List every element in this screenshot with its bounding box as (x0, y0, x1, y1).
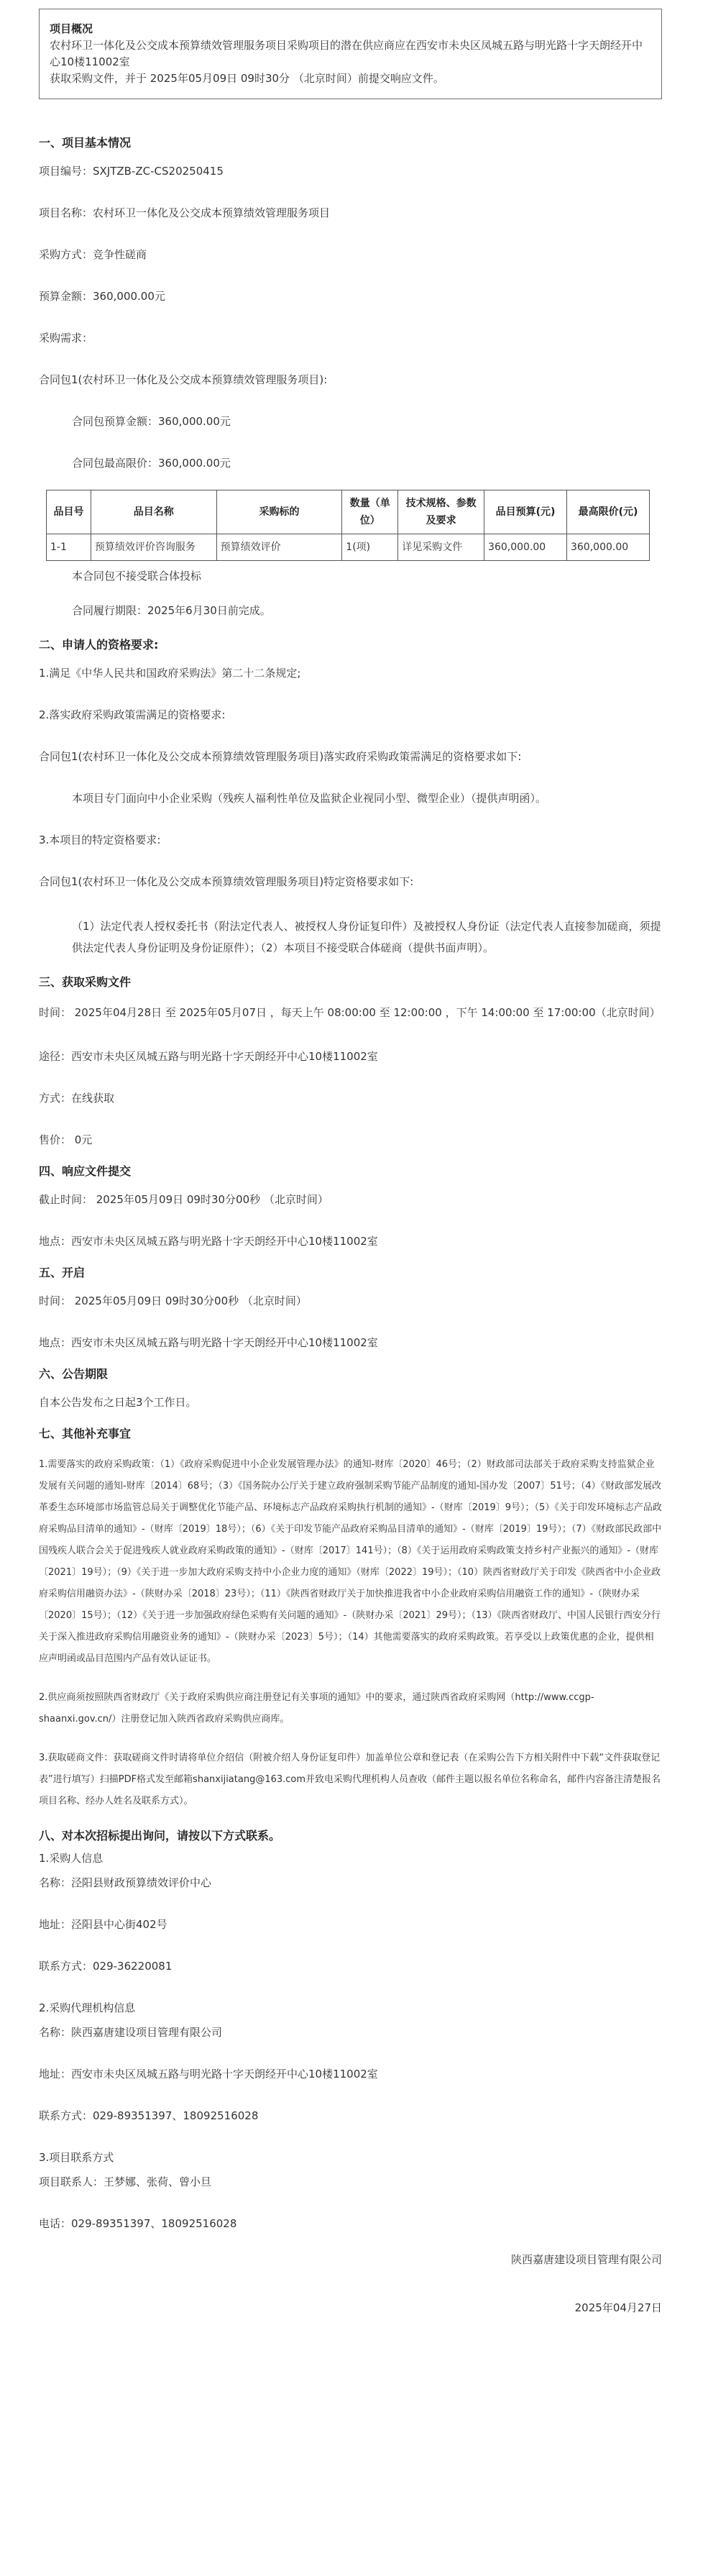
qualification-req-3-list: （1）法定代表人授权委托书（附法定代表人、被授权人身份证复印件）及被授权人身份证（法定代表人直接参加磋商，须提供法定代表人身份证明及身份证原件）；（2）本项目不接受联合体磋商（提供书面声明）。 (72, 920, 661, 954)
section-notice-period-title: 六、公告期限 (39, 1367, 109, 1381)
obtain-place: 途径：西安市未央区凤城五路与明光路十字天朗经开中心10楼11002室 (39, 1050, 378, 1063)
contract-period: 合同履行期限：2025年6月30日前完成。 (72, 604, 271, 617)
overview-title: 项目概况 (50, 22, 93, 35)
project-contact-phone: 电话：029-89351397、18092516028 (39, 2217, 237, 2230)
section-obtain-title: 三、获取采购文件 (39, 975, 132, 989)
qualification-req-1: 1.满足《中华人民共和国政府采购法》第二十二条规定; (39, 667, 301, 680)
header-subject: 采购标的 (216, 490, 342, 534)
obtain-price: 售价： 0元 (39, 1133, 93, 1146)
table-header-row (47, 490, 650, 534)
notice-period-text: 自本公告发布之日起3个工作日。 (39, 1396, 197, 1409)
section-qualification-title: 二、申请人的资格要求: (39, 638, 159, 652)
items-table (46, 490, 650, 561)
qualification-sme: 本项目专门面向中小企业采购（残疾人福利性单位及监狱企业视同小型、微型企业）（提供声明函）。 (72, 792, 547, 805)
header-spec: 技术规格、参数及要求 (398, 490, 484, 534)
signature-company: 陕西嘉唐建设项目管理有限公司 (510, 2253, 662, 2266)
submit-deadline: 截止时间： 2025年05月09日 09时30分00秒 （北京时间） (39, 1193, 328, 1206)
buyer-phone: 联系方式：029-36220081 (39, 1960, 173, 1973)
cell-max-price: 360,000.00 (566, 534, 649, 561)
opening-time: 时间： 2025年05月09日 09时30分00秒 （北京时间） (39, 1294, 307, 1307)
project-contact-label: 3.项目联系方式 (39, 2151, 114, 2164)
header-item-budget: 品目预算(元) (484, 490, 567, 534)
header-item-no: 品目号 (47, 490, 91, 534)
package-budget: 合同包预算金额：360,000.00元 (72, 415, 231, 428)
procurement-demand: 采购需求： (39, 332, 93, 344)
qualification-req-2: 2.落实政府采购政策需满足的资格要求: (39, 708, 226, 721)
overview-line-1: 农村环卫一体化及公交成本预算绩效管理服务项目采购项目的潜在供应商应在西安市未央区凤城五路与明光路十字天朗经开中心10楼11002室 (50, 39, 643, 68)
package-max-price: 合同包最高限价：360,000.00元 (72, 457, 231, 470)
contract-package: 合同包1(农村环卫一体化及公交成本预算绩效管理服务项目): (39, 373, 328, 386)
buyer-label: 1.采购人信息 (39, 1852, 104, 1865)
project-name: 项目名称：农村环卫一体化及公交成本预算绩效管理服务项目 (39, 206, 331, 219)
signature-date: 2025年04月27日 (574, 2301, 662, 2314)
other-obtain-docs: 3.获取磋商文件：获取磋商文件时请将单位介绍信（附被介绍人身份证复印件）加盖单位公章和登记表（在采购公告下方相关附件中下载“文件获取登记表”进行填写）扫描PDF格式发至邮箱shanxijiatang@163.com并致电采购代理机构人员查收（邮件主题以报名单位名称命名，邮件内容备注清楚报名项目名称、经办人姓名及联系方式）。 (39, 1753, 661, 1807)
cell-item-name: 预算绩效评价咨询服务 (91, 534, 216, 561)
section-basic-title: 一、项目基本情况 (39, 136, 132, 150)
cell-item-no: 1-1 (47, 534, 91, 561)
table-row (47, 534, 650, 561)
other-registration: 2.供应商须按照陕西省财政厅《关于政府采购供应商注册登记有关事项的通知》中的要求，通过陕西省政府采购网（http://www.ccgp-shaanxi.gov.cn/）注册登记加入陕西省政府采购供应商库。 (39, 1692, 594, 1725)
no-consortium-note: 本合同包不接受联合体投标 (72, 570, 202, 583)
agent-address: 地址：西安市未央区凤城五路与明光路十字天朗经开中心10楼11002室 (39, 2068, 378, 2081)
agent-phone: 联系方式：029-89351397、18092516028 (39, 2109, 259, 2122)
section-contact-title: 八、对本次招标提出询问，请按以下方式联系。 (39, 1829, 281, 1842)
cell-subject: 预算绩效评价 (216, 534, 342, 561)
header-max-price: 最高限价(元) (566, 490, 649, 534)
qualification-req-2-detail: 合同包1(农村环卫一体化及公交成本预算绩效管理服务项目)落实政府采购政策需满足的资格要求如下: (39, 750, 522, 763)
header-quantity: 数量（单位） (342, 490, 398, 534)
project-overview-box (39, 9, 662, 99)
other-policies: 1.需要落实的政府采购政策：（1）《政府采购促进中小企业发展管理办法》的通知-财库〔2020〕46号；（2）财政部司法部关于政府采购支持监狱企业发展有关问题的通知-财库〔2014〕68号；（3）《国务院办公厅关于建立政府强制采购节能产品制度的通知-国办发〔2007〕51号；（4）《财政部发展改革委生态环境部市场监管总局关于调整优化节能产品、环境标志产品政府采购执行机制的通知》-（财库〔2019〕9号）；（5）《关于印发环境标志产品政府采购品目清单的通知》-（财库〔2019〕18号）；（6）《关于印发节能产品政府采购品目清单的通知》-（财库〔2019〕19号）；（7）《财政部民政部中国残疾人联合会关于促进残疾人就业政府采购政策的通知》-（财库〔2017〕141号）；（8）《关于运用政府采购政策支持乡村产业振兴的通知》-（财库〔2021〕19号）；（9）《关于进一步加大政府采购支持中小企业力度的通知》（财库〔2022〕19号）；（10）陕西省财政厅关于印发《陕西省中小企业政府采购信用融资办法》-（陕财办采〔2018〕23号）；（11）《陕西省财政厅关于加快推进我省中小企业政府采购信用融资工作的通知》-（陕财办采〔2020〕15号）；（12）《关于进一步加强政府绿色采购有关问题的通知》-（陕财办采〔2021〕29号）；（13）《陕西省财政厅、中国人民银行西安分行关于深入推进政府采购信用融资业务的通知》-（陕财办采〔2023〕5号）；（14）其他需要落实的政府采购政策。若享受以上政策优惠的企业，提供相应声明函或品目范围内产品有效认证证书。 (39, 1459, 662, 1664)
qualification-req-3: 3.本项目的特定资格要求: (39, 833, 161, 846)
obtain-way: 方式：在线获取 (39, 1092, 115, 1105)
buyer-name: 名称：泾阳县财政预算绩效评价中心 (39, 1876, 212, 1889)
buyer-address: 地址：泾阳县中心街402号 (39, 1918, 167, 1931)
cell-item-budget: 360,000.00 (484, 534, 567, 561)
header-item-name: 品目名称 (91, 490, 216, 534)
section-other-title: 七、其他补充事宜 (39, 1427, 132, 1440)
cell-spec: 详见采购文件 (398, 534, 484, 561)
obtain-time: 时间： 2025年04月28日 至 2025年05月07日 ，每天上午 08:00:00 至 12:00:00 ，下午 14:00:00 至 17:00:00（北京时间） (39, 1006, 661, 1019)
submit-place: 地点：西安市未央区凤城五路与明光路十字天朗经开中心10楼11002室 (39, 1235, 378, 1248)
section-opening-title: 五、开启 (39, 1266, 86, 1279)
budget-amount: 预算金额：360,000.00元 (39, 290, 165, 303)
agent-name: 名称：陕西嘉唐建设项目管理有限公司 (39, 2026, 223, 2039)
project-contact-person: 项目联系人：王梦娜、张荷、曾小旦 (39, 2175, 212, 2188)
qualification-req-3-detail: 合同包1(农村环卫一体化及公交成本预算绩效管理服务项目)特定资格要求如下: (39, 875, 414, 888)
project-number: 项目编号：SXJTZB-ZC-CS20250415 (39, 165, 224, 178)
agent-label: 2.采购代理机构信息 (39, 2001, 136, 2014)
overview-line-2: 获取采购文件，并于 2025年05月09日 09时30分 （北京时间）前提交响应文件。 (50, 72, 444, 85)
section-submit-title: 四、响应文件提交 (39, 1164, 132, 1178)
opening-place: 地点：西安市未央区凤城五路与明光路十字天朗经开中心10楼11002室 (39, 1336, 378, 1349)
procurement-method: 采购方式：竞争性磋商 (39, 248, 147, 261)
cell-quantity: 1(项) (342, 534, 398, 561)
